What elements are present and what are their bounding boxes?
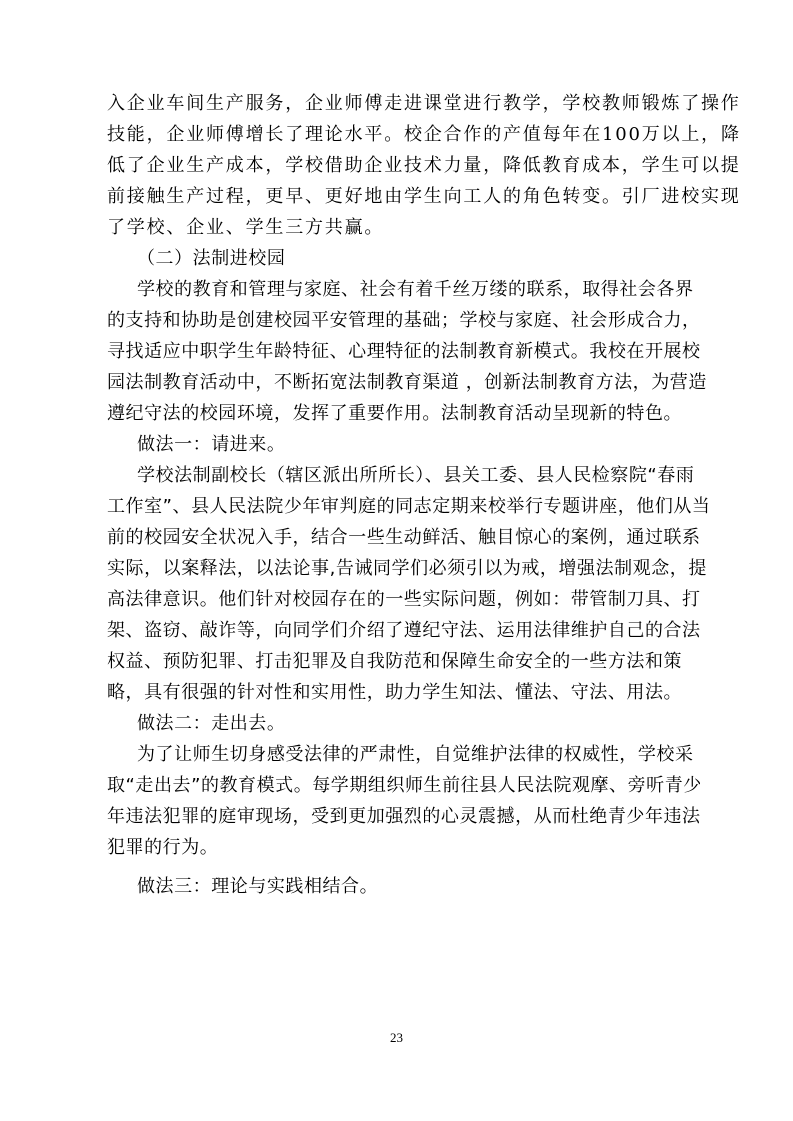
- paragraph-2-line-8: 略，具有很强的针对性和实用性，助力学生知法、懂法、守法、用法。: [107, 682, 683, 703]
- body-line-4: 前接触生产过程，更早、更好地由学生向工人的角色转变。引厂进校实现: [107, 186, 741, 207]
- method-three-heading: 做法三：理论与实践相结合。: [137, 876, 379, 897]
- section-heading: （二）法制进校园: [137, 248, 286, 269]
- body-line-3: 低了企业生产成本，学校借助企业技术力量，降低教育成本，学生可以提: [107, 155, 741, 176]
- paragraph-3-line-2: 取“走出去”的教育模式。每学期组织师生前往县人民法院观摩、旁听青少: [107, 775, 702, 796]
- paragraph-2-line-6: 架、盗窃、敲诈等，向同学们介绍了遵纪守法、运用法律维护自己的合法: [107, 620, 701, 641]
- paragraph-1-line-5: 遵纪守法的校园环境，发挥了重要作用。法制教育活动呈现新的特色。: [107, 403, 683, 424]
- page-number: 23: [390, 1030, 403, 1045]
- paragraph-2-line-5: 高法律意识。他们针对校园存在的一些实际问题，例如：带管制刀具、打: [107, 589, 701, 610]
- paragraph-2-line-3: 前的校园安全状况入手，结合一些生动鲜活、触目惊心的案例，通过联系: [107, 527, 701, 548]
- paragraph-3-line-3: 年违法犯罪的庭审现场，受到更加强烈的心灵震撼，从而杜绝青少年违法: [107, 806, 701, 827]
- body-line-1: 入企业车间生产服务，企业师傅走进课堂进行教学，学校教师锻炼了操作: [107, 93, 741, 114]
- body-line-5: 了学校、企业、学生三方共赢。: [107, 217, 385, 238]
- paragraph-3-line-1: 为了让师生切身感受法律的严肃性，自觉维护法律的权威性，学校采: [137, 744, 694, 765]
- paragraph-2-line-2: 工作室”、县人民法院少年审判庭的同志定期来校举行专题讲座，他们从当: [107, 496, 711, 517]
- paragraph-1-line-2: 的支持和协助是创建校园平安管理的基础；学校与家庭、社会形成合力，: [107, 310, 701, 331]
- document-body: [107, 88, 741, 902]
- method-one-heading: 做法一：请进来。: [137, 434, 286, 455]
- method-two-heading: 做法二：走出去。: [137, 713, 286, 734]
- paragraph-2-line-1: 学校法制副校长（辖区派出所所长）、县关工委、县人民检察院“春雨: [137, 465, 695, 486]
- paragraph-2-line-7: 权益、预防犯罪、打击犯罪及自我防范和保障生命安全的一些方法和策: [107, 651, 683, 672]
- paragraph-1-line-1: 学校的教育和管理与家庭、社会有着千丝万缕的联系，取得社会各界: [137, 279, 694, 300]
- paragraph-3-line-4: 犯罪的行为。: [107, 837, 219, 858]
- paragraph-1-line-4: 园法制教育活动中，不断拓宽法制教育渠道 ，创新法制教育方法，为营造: [107, 372, 707, 393]
- paragraph-2-line-4: 实际，以案释法，以法论事,告诫同学们必须引以为戒，增强法制观念，提: [107, 558, 707, 579]
- body-line-2: 技能，企业师傅增长了理论水平。校企合作的产值每年在100万以上，降: [107, 124, 741, 145]
- paragraph-1-line-3: 寻找适应中职学生年龄特征、心理特征的法制教育新模式。我校在开展校: [107, 341, 701, 362]
